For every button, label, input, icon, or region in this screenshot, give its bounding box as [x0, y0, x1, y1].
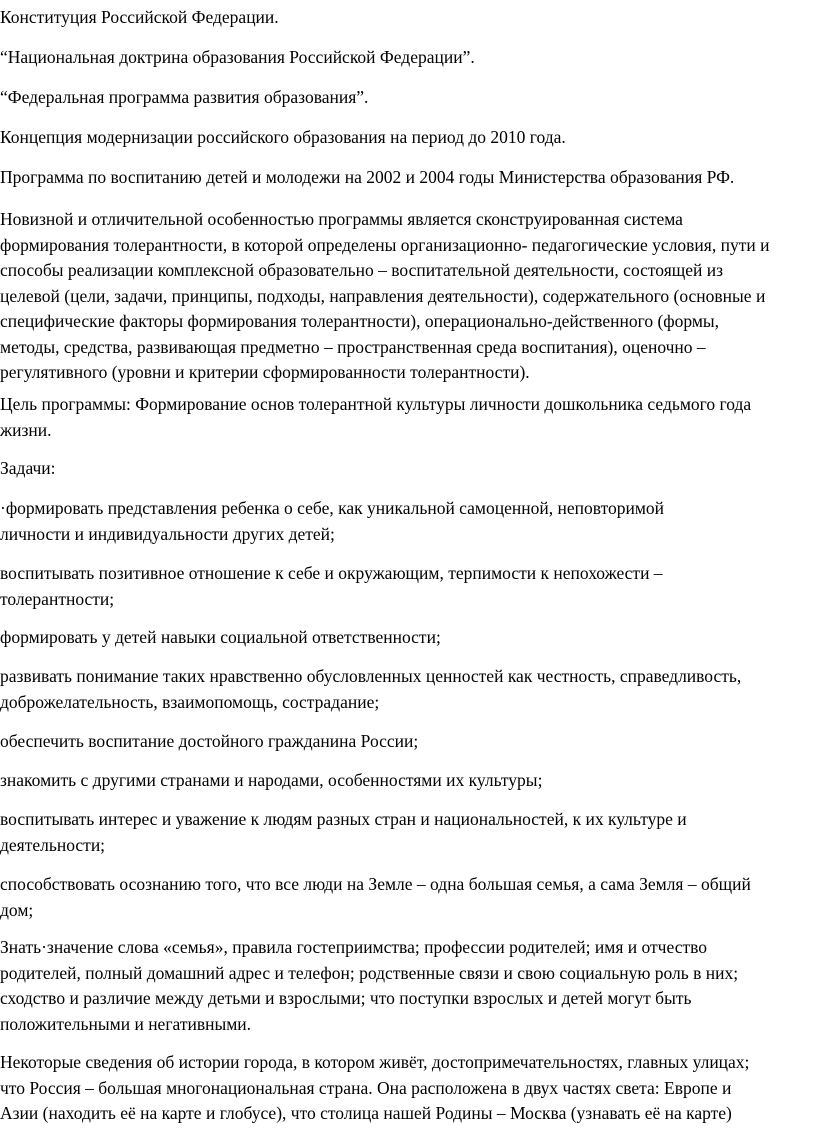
reference-federal-program: “Федеральная программа развития образования”. [0, 87, 369, 107]
task-item: воспитывать интерес и уважение к людям разных стран и национальностей, к их культуре и деятельности; [0, 809, 687, 855]
task-item: формировать у детей навыки социальной ответственности; [0, 627, 441, 647]
task-item: развивать понимание таких нравственно обусловленных ценностей как честность, справедливость, доброжелательность, взаимопомощь, сострадание; [0, 666, 742, 712]
tasks-heading: Задачи: [0, 458, 56, 478]
reference-modernization-concept: Концепция модернизации российского образования на период до 2010 года. [0, 127, 566, 147]
history-paragraph: Некоторые сведения об истории города, в котором живёт, достопримечательностях, главных улицах; что Россия – большая многонациональная страна. Она расположена в двух частях света: Европе и Азии (находить её на карте и глобусе), что столица нашей Родины – Москва (узнавать её на карте) [0, 1052, 750, 1123]
task-item: ·формировать представления ребенка о себе, как уникальной самоценной, неповторимой личности и индивидуальности других детей; [0, 498, 665, 544]
task-item: способствовать осознанию того, что все люди на Земле – одна большая семья, а сама Земля – общий дом; [0, 874, 751, 920]
task-item: воспитывать позитивное отношение к себе и окружающим, терпимости к непохожести – толерантности; [0, 563, 663, 609]
knowledge-paragraph: Знать·значение слова «семья», правила гостеприимства; профессии родителей; имя и отчество родителей, полный домашний адрес и телефон; родственные связи и свою социальную роль в них; сходство и различие между детьми и взрослыми; что поступки взрослых и детей могут быть положительными и негативными. [0, 937, 739, 1034]
task-item: знакомить с другими странами и народами, особенностями их культуры; [0, 770, 543, 790]
novelty-paragraph: Новизной и отличительной особенностью программы является сконструированная система формирования толерантности, в которой определены организационно- педагогические условия, пути и способы реализации комплексной образовательно – воспитательной деятельности, состоящей из целевой (цели, задачи, принципы, подходы, направления деятельности), содержательного (основные и специфические факторы формирования толерантности), операционально-действенного (формы, методы, средства, развивающая предметно – пространственная среда воспитания), оценочно – регулятивного (уровни и критерии сформированности толерантности). [0, 209, 770, 382]
reference-upbringing-program: Программа по воспитанию детей и молодежи на 2002 и 2004 годы Министерства образования РФ. [0, 167, 735, 187]
program-goal: Цель программы: Формирование основ толерантной культуры личности дошкольника седьмого года жизни. [0, 394, 752, 440]
task-item: обеспечить воспитание достойного гражданина России; [0, 731, 419, 751]
reference-constitution: Конституция Российской Федерации. [0, 7, 279, 27]
reference-education-doctrine: “Национальная доктрина образования Российской Федерации”. [0, 47, 475, 67]
